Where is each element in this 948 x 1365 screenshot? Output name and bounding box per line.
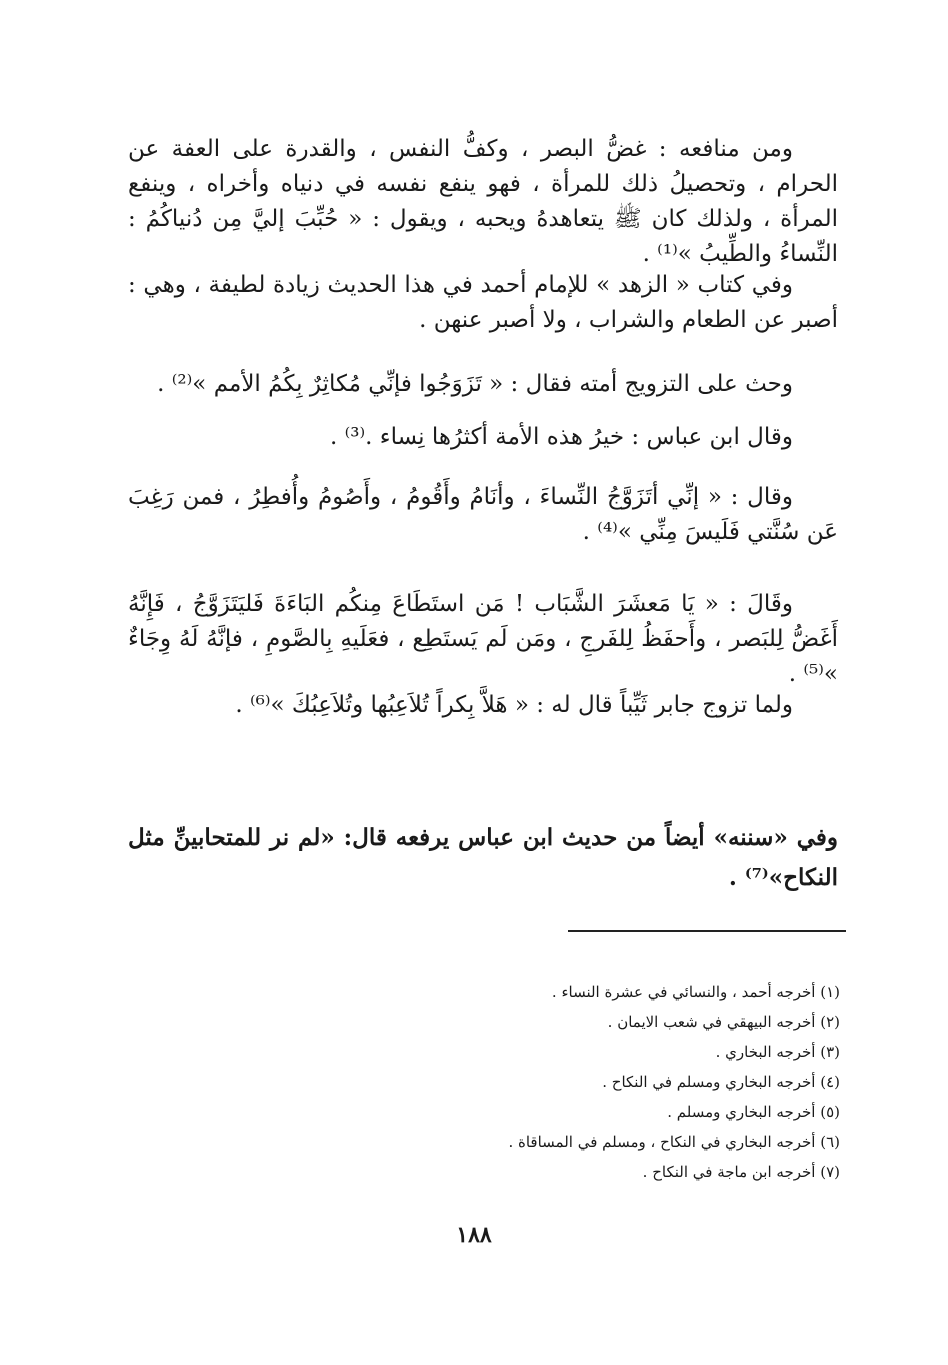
paragraph-ibn-abbas: وقال ابن عباس : خيرُ هذه الأمة أكثرُها نِساء .⁽³⁾ . <box>329 424 793 450</box>
footnote-5: (٥) أخرجه البخاري ومسلم . <box>667 1103 840 1121</box>
footnotes-list <box>320 977 840 1187</box>
paragraph-youth: وقَالَ : « يَا مَعشَرَ الشَّبَاب ! مَن استَطَاعَ مِنكُم البَاءَةَ فَليَتَزَوَّجُ ، فَإِنَّهُ أَغَضُّ لِلبَصر ، وأَحفَظُ لِلفَرجِ ، ومَن لَم يَستَطِع ، فعَلَيهِ بِالصَّومِ ، فإنَّهُ لَهُ وِجَاءٌ »⁽⁵⁾ . <box>128 591 838 687</box>
footnote-7: (٧) أخرجه ابن ماجة في النكاح . <box>642 1163 840 1181</box>
footnote-6: (٦) أخرجه البخاري في النكاح ، ومسلم في المساقاة . <box>508 1133 840 1151</box>
footnote-3: (٣) أخرجه البخاري . <box>715 1043 840 1061</box>
paragraph-jabir: ولما تزوج جابر ثَيِّباً قال له : « هَلاَّ بِكراً تُلاَعِبُها وتُلاَعِبُكَ »⁽⁶⁾ . <box>235 692 793 718</box>
footnote-2: (٢) أخرجه البيهقي في شعب الايمان . <box>607 1013 840 1031</box>
footnote-1: (١) أخرجه أحمد ، والنسائي في عشرة النساء . <box>551 983 840 1001</box>
paragraph-zuhd: وفي كتاب « الزهد » للإمام أحمد في هذا الحديث زيادة لطيفة ، وهي : أصبر عن الطعام والشراب ، ولا أصبر عنهن . <box>128 272 838 333</box>
footnote-4: (٤) أخرجه البخاري ومسلم في النكاح . <box>602 1073 840 1091</box>
paragraph-sunan-addition: وفي «سننه» أيضاً من حديث ابن عباس يرفعه قال: «لم نر للمتحابينِّ مثل النكاح»⁽⁷⁾ . <box>128 824 838 891</box>
footnote-divider <box>568 930 846 932</box>
paragraph-benefits: ومن منافعه : غضُّ البصر ، وكفُّ النفس ، والقدرة على العفة عن الحرام ، وتحصيلُ ذلك للمرأة ، فهو ينفع نفسه في دنياه وأخراه ، وينفع المرأة ، ولذلك كان ﷺ يتعاهدهُ ويحبه ، ويقول : « حُبِّبَ إليَّ مِن دُنياكُمُ : النِّساءُ والطِّيبُ »⁽¹⁾ . <box>128 136 838 267</box>
paragraph-marriage-encouragement: وحث على التزويج أمته فقال : « تَزَوَجُوا فإنِّي مُكاثِرٌ بِكُمُ الأمم »⁽²⁾ . <box>157 371 793 397</box>
page-number: ١٨٨ <box>456 1222 492 1248</box>
paragraph-sunnah: وقال : « إنِّي أتَزَوَّجُ النِّساءَ ، وأنَامُ وأَقُومُ ، وأَصُومُ وأُفطِرُ ، فمن رَغِبَ عَن سُنَّتي فَلَيسَ مِنِّي »⁽⁴⁾ . <box>128 484 838 545</box>
